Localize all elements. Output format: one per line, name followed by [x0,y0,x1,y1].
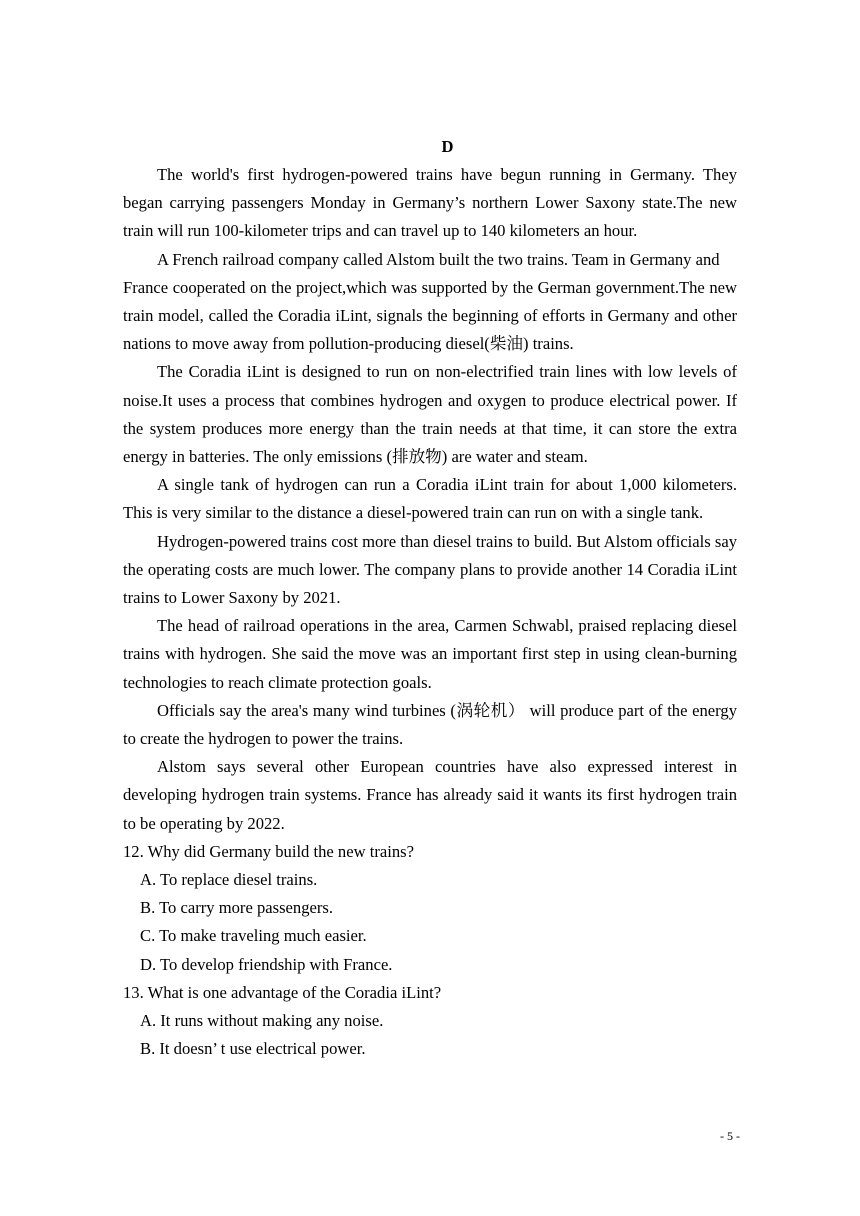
question-13-stem: 13. What is one advantage of the Coradia iLint? [123,982,442,1002]
question-13-option-a[interactable]: A. It runs without making any noise. [140,1011,384,1031]
paragraph-9: Alstom says several other European countries have also expressed interest in developing hydrogen train systems. France has already said it wants its first hydrogen train to be operating by 2022. [123,757,737,833]
question-13-option-b[interactable]: B. It doesn’ t use electrical power. [140,1039,366,1059]
question-12-option-c[interactable]: C. To make traveling much easier. [140,926,367,946]
paragraph-5: A single tank of hydrogen can run a Coradia iLint train for about 1,000 kilometers. This is very similar to the distance a diesel-powered train can run on with a single tank. [123,475,737,523]
paragraph-3: France cooperated on the project,which was supported by the German government.The new train model, called the Coradia iLint, signals the beginning of efforts in Germany and other nations to move away from pollution-producing diesel(柴油) trains. [123,277,737,354]
paragraph-7: The head of railroad operations in the area, Carmen Schwabl, praised replacing diesel trains with hydrogen. She said the move was an important first step in using clean-burning technologies to reach climate protection goals. [123,616,737,692]
passage-body [123,161,737,1064]
question-12-option-d[interactable]: D. To develop friendship with France. [140,954,393,974]
page-number: - 5 - [720,1129,740,1143]
paragraph-2: A French railroad company called Alstom built the two trains. Team in Germany and [157,249,720,269]
paragraph-8: Officials say the area's many wind turbines (涡轮机） will produce part of the energy to create the hydrogen to power the trains. [123,700,737,749]
question-12-option-a[interactable]: A. To replace diesel trains. [140,870,318,890]
question-12-stem: 12. Why did Germany build the new trains? [123,841,414,861]
section-heading: D [441,137,454,156]
paragraph-6: Hydrogen-powered trains cost more than diesel trains to build. But Alstom officials say the operating costs are much lower. The company plans to provide another 14 Coradia iLint trains to Lower Saxony by 2021. [123,531,737,608]
question-12-option-b[interactable]: B. To carry more passengers. [140,898,333,918]
paragraph-4: The Coradia iLint is designed to run on non-electrified train lines with low levels of noise.It uses a process that combines hydrogen and oxygen to produce electrical power. If the system produces more energy than the train needs at that time, it can store the extra energy in batteries. The only emissions (排放物) are water and steam. [123,362,737,467]
paragraph-1: The world's first hydrogen-powered trains have begun running in Germany. They began carrying passengers Monday in Germany’s northern Lower Saxony state.The new train will run 100-kilometer trips and can travel up to 140 kilometers an hour. [123,165,737,241]
